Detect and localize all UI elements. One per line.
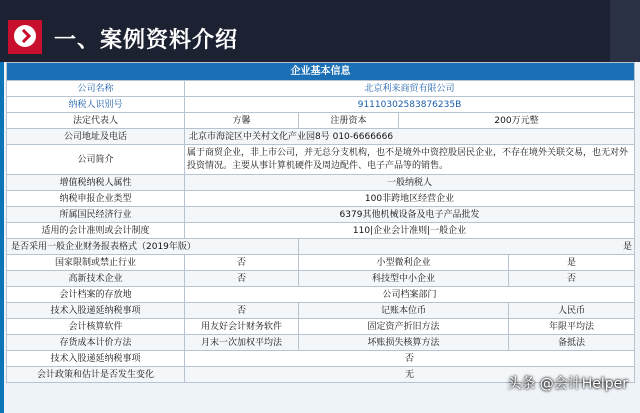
legal-rep-value: 方馨	[185, 113, 299, 129]
small-value: 是	[509, 255, 635, 271]
reg-capital-label: 注册资本	[299, 113, 399, 129]
depreciation-value: 年限平均法	[509, 319, 635, 335]
company-name-value: 北京利来商贸有限公司	[185, 81, 635, 97]
address-label: 公司地址及电话	[7, 129, 185, 145]
tech-defer2-label: 技术入股递延纳税事项	[7, 351, 185, 367]
reg-capital-value: 200万元整	[399, 113, 635, 129]
restricted-value: 否	[185, 255, 299, 271]
baddebt-label: 坏账损失核算方法	[299, 335, 509, 351]
industry-value: 6379其他机械设备及电子产品批发	[185, 207, 635, 223]
header-bar	[0, 0, 640, 62]
currency-value: 人民币	[509, 303, 635, 319]
sme-label: 科技型中小企业	[299, 271, 509, 287]
table-title: 企业基本信息	[7, 63, 635, 81]
archive-label: 会计档案的存放地	[7, 287, 185, 303]
legal-rep-label: 法定代表人	[7, 113, 185, 129]
hightech-value: 否	[185, 271, 299, 287]
vat-value: 一般纳税人	[185, 175, 635, 191]
policy-change-value: 无	[185, 367, 635, 383]
format-label: 是否采用一般企业财务报表格式（2019年版）	[7, 239, 299, 255]
company-info-table	[6, 62, 635, 383]
accounting-label: 适用的会计准则或会计制度	[7, 223, 185, 239]
hightech-label: 高新技术企业	[7, 271, 185, 287]
intro-label: 公司简介	[7, 145, 185, 175]
intro-value: 属于商贸企业，非上市公司，并无总分支机构，也不是境外中资控股居民企业，不存在境外关联交易，也无对外投资情况。主要从事计算机硬件及周边配件、电子产品等的销售。	[185, 145, 635, 175]
restricted-label: 国家限制或禁止行业	[7, 255, 185, 271]
address-value: 北京市海淀区中关村文化产业园8号 010-6666666	[185, 129, 635, 145]
currency-label: 记账本位币	[299, 303, 509, 319]
inventory-label: 存货成本计价方法	[7, 335, 185, 351]
software-value: 用友好会计财务软件	[185, 319, 299, 335]
vat-label: 增值税纳税人属性	[7, 175, 185, 191]
tax-id-value: 91110302583876235B	[185, 97, 635, 113]
industry-label: 所属国民经济行业	[7, 207, 185, 223]
archive-value: 公司档案部门	[185, 287, 635, 303]
left-rule	[0, 62, 4, 413]
tech-defer2-value: 否	[185, 351, 635, 367]
inventory-value: 月末一次加权平均法	[185, 335, 299, 351]
company-name-label: 公司名称	[7, 81, 185, 97]
watermark: 头条 @会计Helper	[507, 376, 628, 392]
software-label: 会计核算软件	[7, 319, 185, 335]
filing-label: 纳税申报企业类型	[7, 191, 185, 207]
baddebt-value: 备抵法	[509, 335, 635, 351]
accounting-value: 110|企业会计准则|一般企业	[185, 223, 635, 239]
tax-id-label: 纳税人识别号	[7, 97, 185, 113]
tech-defer-value: 否	[185, 303, 299, 319]
chevron-right-icon	[8, 20, 42, 54]
depreciation-label: 固定资产折旧方法	[299, 319, 509, 335]
header-corner	[610, 0, 640, 62]
page-title: 一、案例资料介绍	[54, 28, 239, 53]
format-value: 是	[299, 239, 635, 255]
filing-value: 100非跨地区经营企业	[185, 191, 635, 207]
small-label: 小型微利企业	[299, 255, 509, 271]
policy-change-label: 会计政策和估计是否发生变化	[7, 367, 185, 383]
sme-value: 否	[509, 271, 635, 287]
tech-defer-label: 技术入股递延纳税事项	[7, 303, 185, 319]
